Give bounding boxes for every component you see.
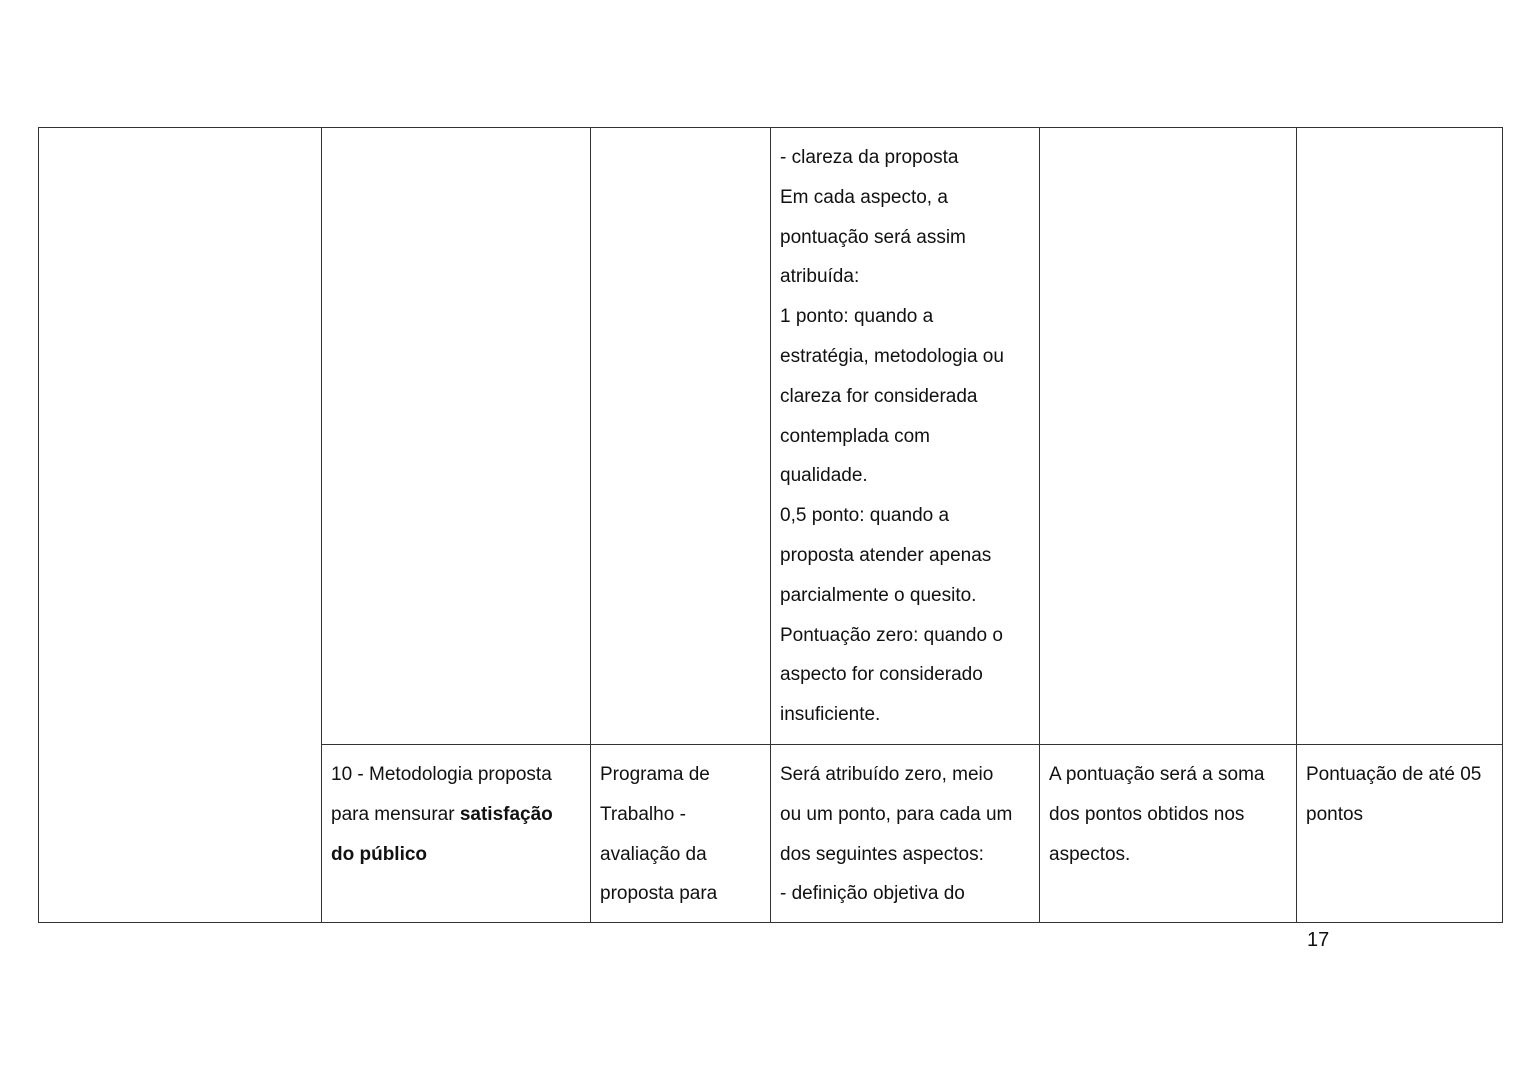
criteria-line: - definição objetiva do: [780, 883, 965, 905]
criteria-line: - clareza da proposta: [780, 147, 959, 168]
source-line: proposta para: [600, 883, 718, 905]
item-text: para mensurar: [331, 803, 460, 825]
max-score-line: Pontuação de até 05: [1306, 764, 1482, 785]
criteria-line: pontuação será assim: [780, 226, 966, 248]
scoring-cell: [1040, 128, 1297, 745]
category-cell: [39, 128, 322, 923]
criteria-line: qualidade.: [780, 465, 868, 487]
criteria-line: Pontuação zero: quando o: [780, 624, 1003, 646]
criteria-line: Será atribuído zero, meio: [780, 764, 994, 785]
criteria-line: insuficiente.: [780, 704, 881, 726]
criteria-line: 1 ponto: quando a: [780, 306, 934, 328]
scoring-cell: [1040, 745, 1297, 923]
criteria-line: atribuída:: [780, 266, 860, 288]
criteria-line: ou um ponto, para cada um: [780, 803, 1013, 825]
item-bold-line: do público: [331, 843, 428, 865]
criteria-line: proposta atender apenas: [780, 544, 992, 566]
max-score-cell: [1297, 128, 1503, 745]
source-line: avaliação da: [600, 843, 707, 865]
criteria-line: dos seguintes aspectos:: [780, 843, 984, 865]
max-score-line: pontos: [1306, 803, 1364, 825]
criteria-table: [38, 127, 1503, 923]
criteria-line: Em cada aspecto, a: [780, 186, 948, 208]
item-bold-text: satisfação: [459, 803, 553, 825]
criteria-line: aspecto for considerado: [780, 664, 983, 686]
scoring-line: dos pontos obtidos nos: [1049, 803, 1245, 825]
source-line: Trabalho -: [600, 803, 686, 825]
item-cell: [322, 128, 591, 745]
source-cell: [591, 128, 771, 745]
criteria-line: 0,5 ponto: quando a: [780, 505, 950, 527]
max-score-cell: [1297, 745, 1503, 923]
criteria-line: estratégia, metodologia ou: [780, 345, 1004, 367]
scoring-line: A pontuação será a soma: [1049, 764, 1265, 785]
item-line: [331, 795, 581, 835]
source-line: Programa de: [600, 764, 710, 785]
criteria-line: parcialmente o quesito.: [780, 584, 977, 606]
item-line: 10 - Metodologia proposta: [331, 764, 552, 785]
scoring-line: aspectos.: [1049, 843, 1131, 865]
criteria-line: clareza for considerada: [780, 385, 978, 407]
criteria-cell: [771, 128, 1040, 745]
item-cell: [322, 745, 591, 923]
criteria-line: contemplada com: [780, 425, 930, 447]
source-cell: [591, 745, 771, 923]
table-row: [39, 128, 1503, 745]
criteria-cell: [771, 745, 1040, 923]
page-number: 17: [1307, 929, 1330, 951]
